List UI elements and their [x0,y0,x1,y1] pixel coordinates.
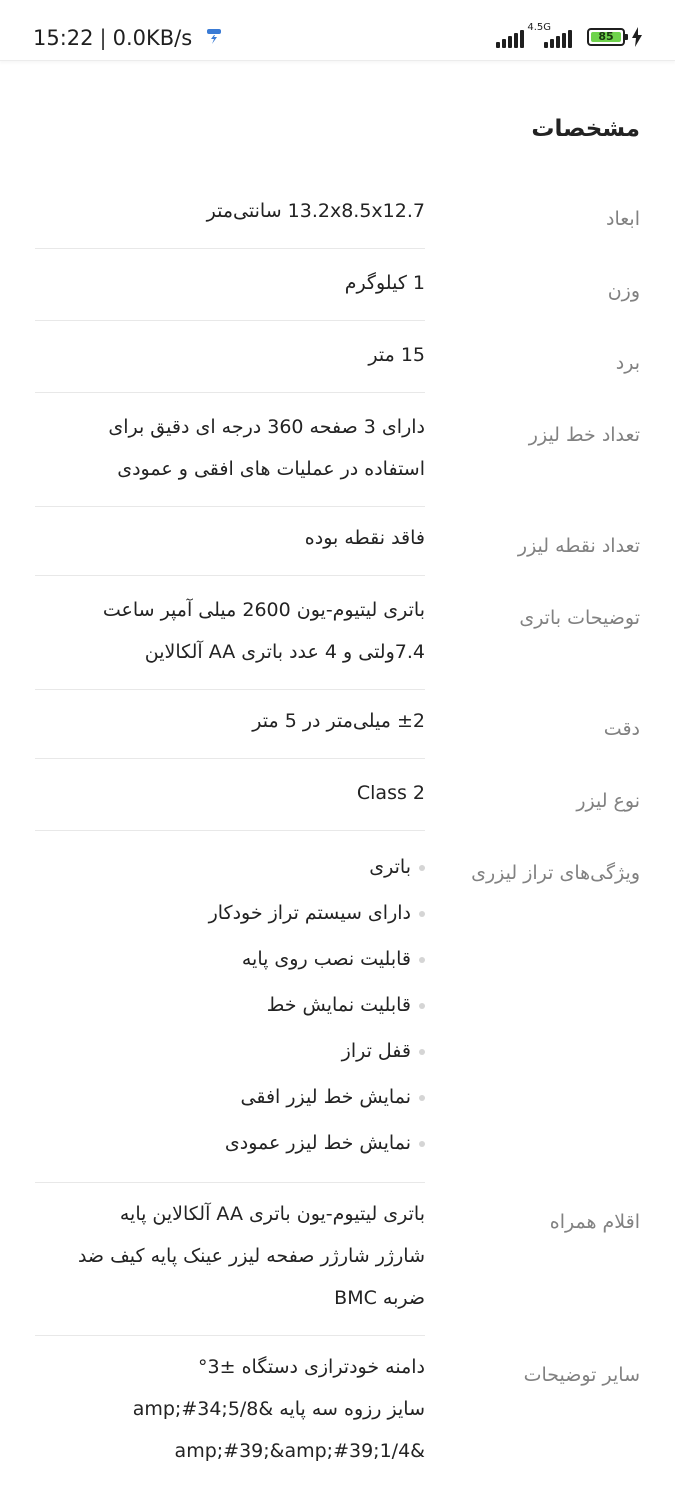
bullet-icon [419,1049,425,1055]
spec-row [0,252,675,324]
signal-icon [495,28,525,48]
feature-item: دارای سیستم تراز خودکار [35,890,425,936]
spec-row [0,762,675,834]
battery-level: 85 [591,32,621,42]
features-list [35,834,425,1183]
bullet-icon [419,1095,425,1101]
spec-label: تعداد خط لیزر [528,424,640,446]
spec-row [0,579,675,690]
spec-row [0,180,675,252]
spec-row [0,690,675,762]
status-separator: | [99,26,107,50]
spec-value: دارای 3 صفحه 360 درجه ای دقیق برای استفاده در عملیات های افقی و عمودی [35,396,425,507]
spec-label: تعداد نقطه لیزر [517,535,640,557]
feature-item: قفل تراز [35,1028,425,1074]
section-title: مشخصات [531,116,640,142]
feature-item: باتری [35,844,425,890]
spec-row-features [0,834,675,1183]
spec-value: 1 کیلوگرم [35,252,425,321]
other-line: سایز رزوه سه پایه &amp;#34;5/8 [132,1398,425,1420]
bullet-icon [419,911,425,917]
network-speed: 0.0KB/s [112,26,193,50]
bullet-icon [419,1003,425,1009]
spec-value: 13.2x8.5x12.7 سانتی‌متر [35,180,425,249]
battery-icon [587,28,625,46]
spec-row-other [0,1336,675,1488]
spec-value: فاقد نقطه بوده [35,507,425,576]
spec-value: ±2 میلی‌متر در 5 متر [35,690,425,759]
spec-value: باتری لیتیوم-یون 2600 میلی آمپر ساعت 7.4ولتی و 4 عدد باتری AA آلکالاین [35,579,425,690]
status-time: 15:22 [33,26,94,50]
spec-label: وزن [607,280,640,302]
spec-value-other [35,1336,425,1488]
other-line: دامنه خودترازی دستگاه ±3° [198,1356,425,1378]
specs-page [0,60,675,1500]
status-bar [0,0,675,61]
spec-label: نوع لیزر [576,790,640,812]
bullet-icon [419,1141,425,1147]
spec-row [0,507,675,579]
spec-label: توضیحات باتری [519,607,640,629]
spec-row [0,396,675,507]
spec-label: سایر توضیحات [523,1364,640,1386]
feature-item: نمایش خط لیزر عمودی [35,1120,425,1166]
signal-icon [543,28,573,48]
feature-item: نمایش خط لیزر افقی [35,1074,425,1120]
charging-bolt-icon [631,27,643,47]
spec-label: ویژگی‌های تراز لیزری [471,862,640,884]
other-line: &amp;#39;&amp;#39;1/4 [174,1440,425,1462]
status-right [493,24,643,50]
network-type: 4.5G [527,22,551,33]
spec-row [0,324,675,396]
feature-item: قابلیت نمایش خط [35,982,425,1028]
spec-list [0,180,675,1488]
speedtest-icon [205,27,223,45]
spec-value: Class 2 [35,762,425,831]
spec-row-accessories [0,1183,675,1336]
status-left [33,26,223,50]
feature-item: قابلیت نصب روی پایه [35,936,425,982]
spec-label: دقت [603,718,640,740]
bullet-icon [419,957,425,963]
spec-label: برد [615,352,640,374]
spec-value: باتری لیتیوم-یون باتری AA آلکالاین پایه شارژر شارژر صفحه لیزر عینک پایه کیف ضد ضربه BMC [35,1183,425,1336]
spec-label: ابعاد [606,208,640,230]
spec-value: 15 متر [35,324,425,393]
spec-label: اقلام همراه [549,1211,640,1233]
bullet-icon [419,865,425,871]
